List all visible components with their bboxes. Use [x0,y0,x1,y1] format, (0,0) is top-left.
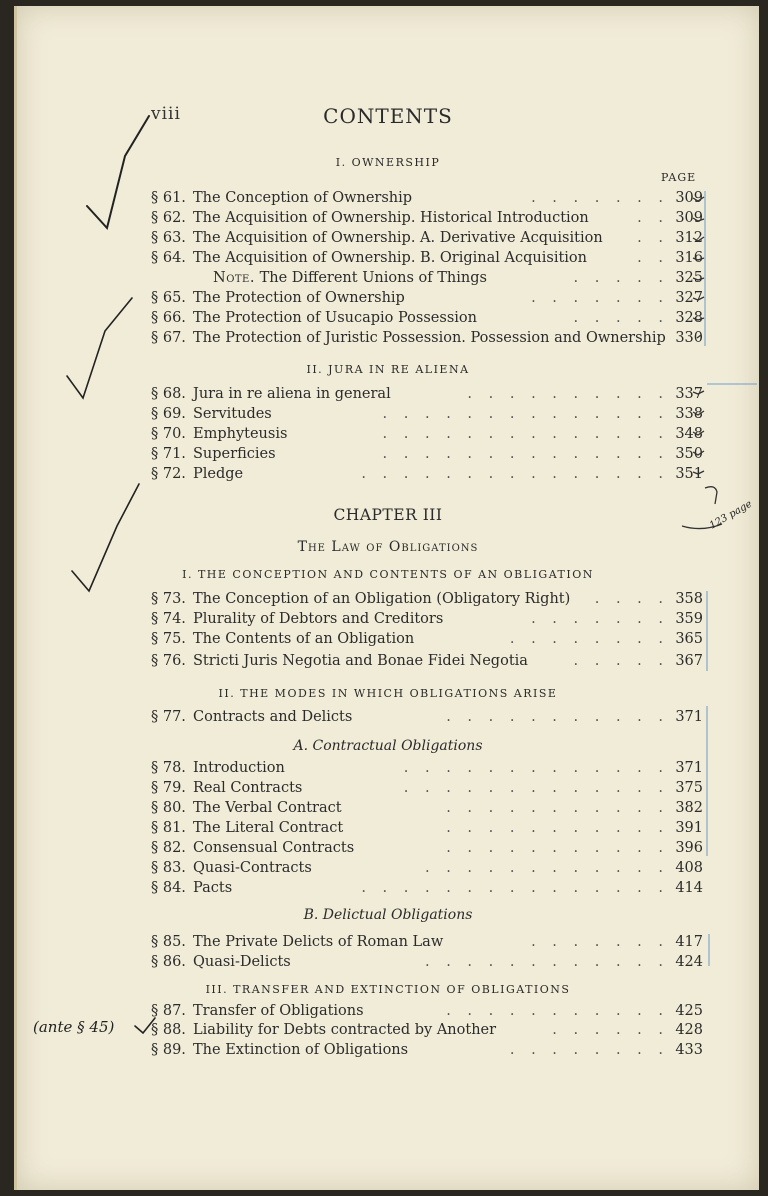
entry-page: 348 [675,426,703,442]
entry-page: 351 [675,466,703,482]
contents-entry [151,268,703,288]
dot-leader: . . . . . . . . . . . . . . [382,426,663,442]
entry-title: The Protection of Usucapio Possession [193,310,477,326]
entry-title: Real Contracts [193,780,303,796]
entry-number: § 74. [151,611,186,627]
dot-leader: . . . . [594,591,663,607]
entry-number: § 76. [151,653,186,669]
entry-page: 414 [675,880,703,896]
contents-entry [151,464,703,484]
contents-entry [151,208,703,228]
contents-entry [151,424,703,444]
entry-number: § 70. [151,426,186,442]
contents-entry [151,858,703,878]
entry-page: 309 [675,210,703,226]
dot-leader: . . . . . . . . . . . . [424,860,663,876]
contents-entry [151,444,703,464]
dot-leader: . . . . . . . . [509,631,663,647]
entry-page: 375 [675,780,703,796]
section-heading-ownership: I. OWNERSHIP [335,156,441,169]
entry-number: § 87. [151,1003,186,1019]
entry-number: § 63. [151,230,186,246]
entry-number: § 84. [151,880,186,896]
entry-page: 371 [675,760,703,776]
entry-title: The Protection of Ownership [193,290,405,306]
dot-leader: . . . . . . . . . . . [446,1003,663,1019]
entry-page: 330 [675,330,703,346]
dot-leader: . . . . . . . . . . . . . . . [361,466,663,482]
contents-entry [151,952,703,972]
note-label: Note. [213,270,255,286]
entry-page: 325 [675,270,703,286]
entry-number: § 88. [151,1022,186,1038]
entry-title: The Literal Contract [193,820,344,836]
contents-entry [151,932,703,952]
entry-page: 338 [675,406,703,422]
entry-page: 309 [675,190,703,206]
dot-leader: . . . . . . . . . . . . . . [382,446,663,462]
handwritten-corner-note: 123 page [707,498,754,532]
entry-page: 433 [675,1042,703,1058]
entry-title: Jura in re aliena in general [193,386,391,402]
entry-title: The Private Delicts of Roman Law [193,934,444,950]
dot-leader: . . . . . . . . . . . [446,800,663,816]
page-title: CONTENTS [323,104,453,128]
entry-title: The Contents of an Obligation [193,631,415,647]
entry-number: § 66. [151,310,186,326]
entry-number: § 83. [151,860,186,876]
entry-title: Superficies [193,446,276,462]
section-heading-modes: II. THE MODES IN WHICH OBLIGATIONS ARISE [218,687,558,700]
entry-title: Consensual Contracts [193,840,355,856]
entry-title: Contracts and Delicts [193,709,353,725]
entry-number: § 85. [151,934,186,950]
contents-entry [151,707,703,727]
dot-leader: . . . . . . . [531,611,663,627]
entry-number: § 67. [151,330,186,346]
entry-title: Quasi-Contracts [193,860,312,876]
contents-entry [151,1001,703,1021]
entry-page: 359 [675,611,703,627]
entry-number: § 65. [151,290,186,306]
contents-entry [151,609,703,629]
subheading-contractual: A. Contractual Obligations [293,738,483,754]
contents-entry [151,818,703,838]
entry-title: Plurality of Debtors and Creditors [193,611,444,627]
contents-entry [151,878,703,898]
entry-title: Transfer of Obligations [193,1003,364,1019]
contents-entry [151,308,703,328]
dot-leader: . . [637,250,663,266]
entry-number: § 82. [151,840,186,856]
entry-number: § 89. [151,1042,186,1058]
contents-entry [151,384,703,404]
chapter-title: CHAPTER III [333,506,443,524]
contents-entry [151,589,703,609]
entry-page: 408 [675,860,703,876]
dot-leader: . . . . . . . [531,290,663,306]
contents-entry [151,404,703,424]
entry-title: Pacts [193,880,233,896]
contents-entry [151,838,703,858]
entry-number: § 69. [151,406,186,422]
entry-page: 367 [675,653,703,669]
contents-entry [151,288,703,308]
note-text: The Different Unions of Things [259,270,487,286]
entry-number: § 81. [151,820,186,836]
entry-title: The Conception of an Obligation (Obligatory Right) [193,591,571,607]
section-heading-jura: II. JURA IN RE ALIENA [306,363,470,376]
contents-entry [151,778,703,798]
dot-leader: . . . . . . . . . . . . . . . [361,880,663,896]
entry-title: Servitudes [193,406,272,422]
dot-leader: . . . . . . . . . . . [446,709,663,725]
checkmark-icon [87,116,149,228]
entry-number: § 72. [151,466,186,482]
checkmark-icon [67,298,132,398]
entry-number: § 71. [151,446,186,462]
entry-page: 316 [675,250,703,266]
page-number: viii [151,104,181,124]
book-page [14,6,759,1190]
section-heading-transfer: III. TRANSFER AND EXTINCTION OF OBLIGATIONS [205,983,571,996]
entry-title: Liability for Debts contracted by Another [193,1022,497,1038]
dot-leader: . . . . . . . . . . . [446,820,663,836]
entry-page: 382 [675,800,703,816]
entry-number: § 64. [151,250,186,266]
entry-title: Quasi-Delicts [193,954,291,970]
chapter-subtitle: The Law of Obligations [297,539,479,555]
handwritten-margin-note: (ante § 45) [33,1018,115,1036]
entry-page: 365 [675,631,703,647]
contents-entry [151,798,703,818]
entry-page: 327 [675,290,703,306]
contents-entry [151,248,703,268]
dot-leader: . . . . . [573,653,663,669]
contents-entry [151,188,703,208]
entry-page: 371 [675,709,703,725]
entry-number: § 79. [151,780,186,796]
dot-leader: . . . . . . . . . . . . . [403,780,663,796]
entry-page: 424 [675,954,703,970]
dot-leader: . . [637,210,663,226]
entry-page: 391 [675,820,703,836]
entry-title: The Acquisition of Ownership. B. Original Acquisition [193,250,587,266]
contents-entry [151,758,703,778]
page-column-label: PAGE [661,171,697,184]
contents-entry [151,629,703,649]
contents-entry [151,1040,703,1060]
contents-entry [151,228,703,248]
dot-leader: . . . . . [573,270,663,286]
entry-page: 328 [675,310,703,326]
entry-number: § 75. [151,631,186,647]
entry-number: § 73. [151,591,186,607]
entry-number: § 78. [151,760,186,776]
entry-page: 337 [675,386,703,402]
entry-page: 417 [675,934,703,950]
entry-page: 425 [675,1003,703,1019]
entry-number: § 68. [151,386,186,402]
dot-leader: . . . . . . . . . . . . [424,954,663,970]
contents-entry [151,328,703,348]
dot-leader: . . . . . . . . . . . . . [403,760,663,776]
dot-leader: . . . . . . . . . . . . . . [382,406,663,422]
entry-number: § 61. [151,190,186,206]
entry-title [213,268,487,288]
dot-leader: . . . . . . . . . . [467,386,663,402]
entry-title: The Acquisition of Ownership. Historical Introduction [193,210,589,226]
entry-page: 396 [675,840,703,856]
entry-number: § 77. [151,709,186,725]
entry-title: The Extinction of Obligations [193,1042,409,1058]
entry-title: Stricti Juris Negotia and Bonae Fidei Negotia [193,653,528,669]
entry-title: The Protection of Juristic Possession. Possession and Ownership [193,330,666,346]
dot-leader: . . . . . . . [531,934,663,950]
entry-page: 350 [675,446,703,462]
dot-leader: . . . . . . . . . . . [446,840,663,856]
section-heading-conception: I. THE CONCEPTION AND CONTENTS OF AN OBLIGATION [182,568,594,581]
entry-page: 312 [675,230,703,246]
entry-number: § 86. [151,954,186,970]
contents-entry [151,651,703,671]
entry-number: § 62. [151,210,186,226]
entry-title: The Verbal Contract [193,800,342,816]
entry-page: 428 [675,1022,703,1038]
entry-title: Pledge [193,466,244,482]
entry-number: § 80. [151,800,186,816]
entry-title: Introduction [193,760,285,776]
dot-leader: . . . . . . [552,1022,663,1038]
dot-leader: . . . . . . . . [509,1042,663,1058]
entry-title: The Acquisition of Ownership. A. Derivative Acquisition [193,230,603,246]
contents-entry [151,1020,703,1040]
dot-leader: . . [637,230,663,246]
entry-title: Emphyteusis [193,426,288,442]
subheading-delictual: B. Delictual Obligations [303,907,473,923]
dot-leader: . . . . . [573,310,663,326]
entry-title: The Conception of Ownership [193,190,413,206]
dot-leader: . . . . . . . [531,190,663,206]
entry-page: 358 [675,591,703,607]
